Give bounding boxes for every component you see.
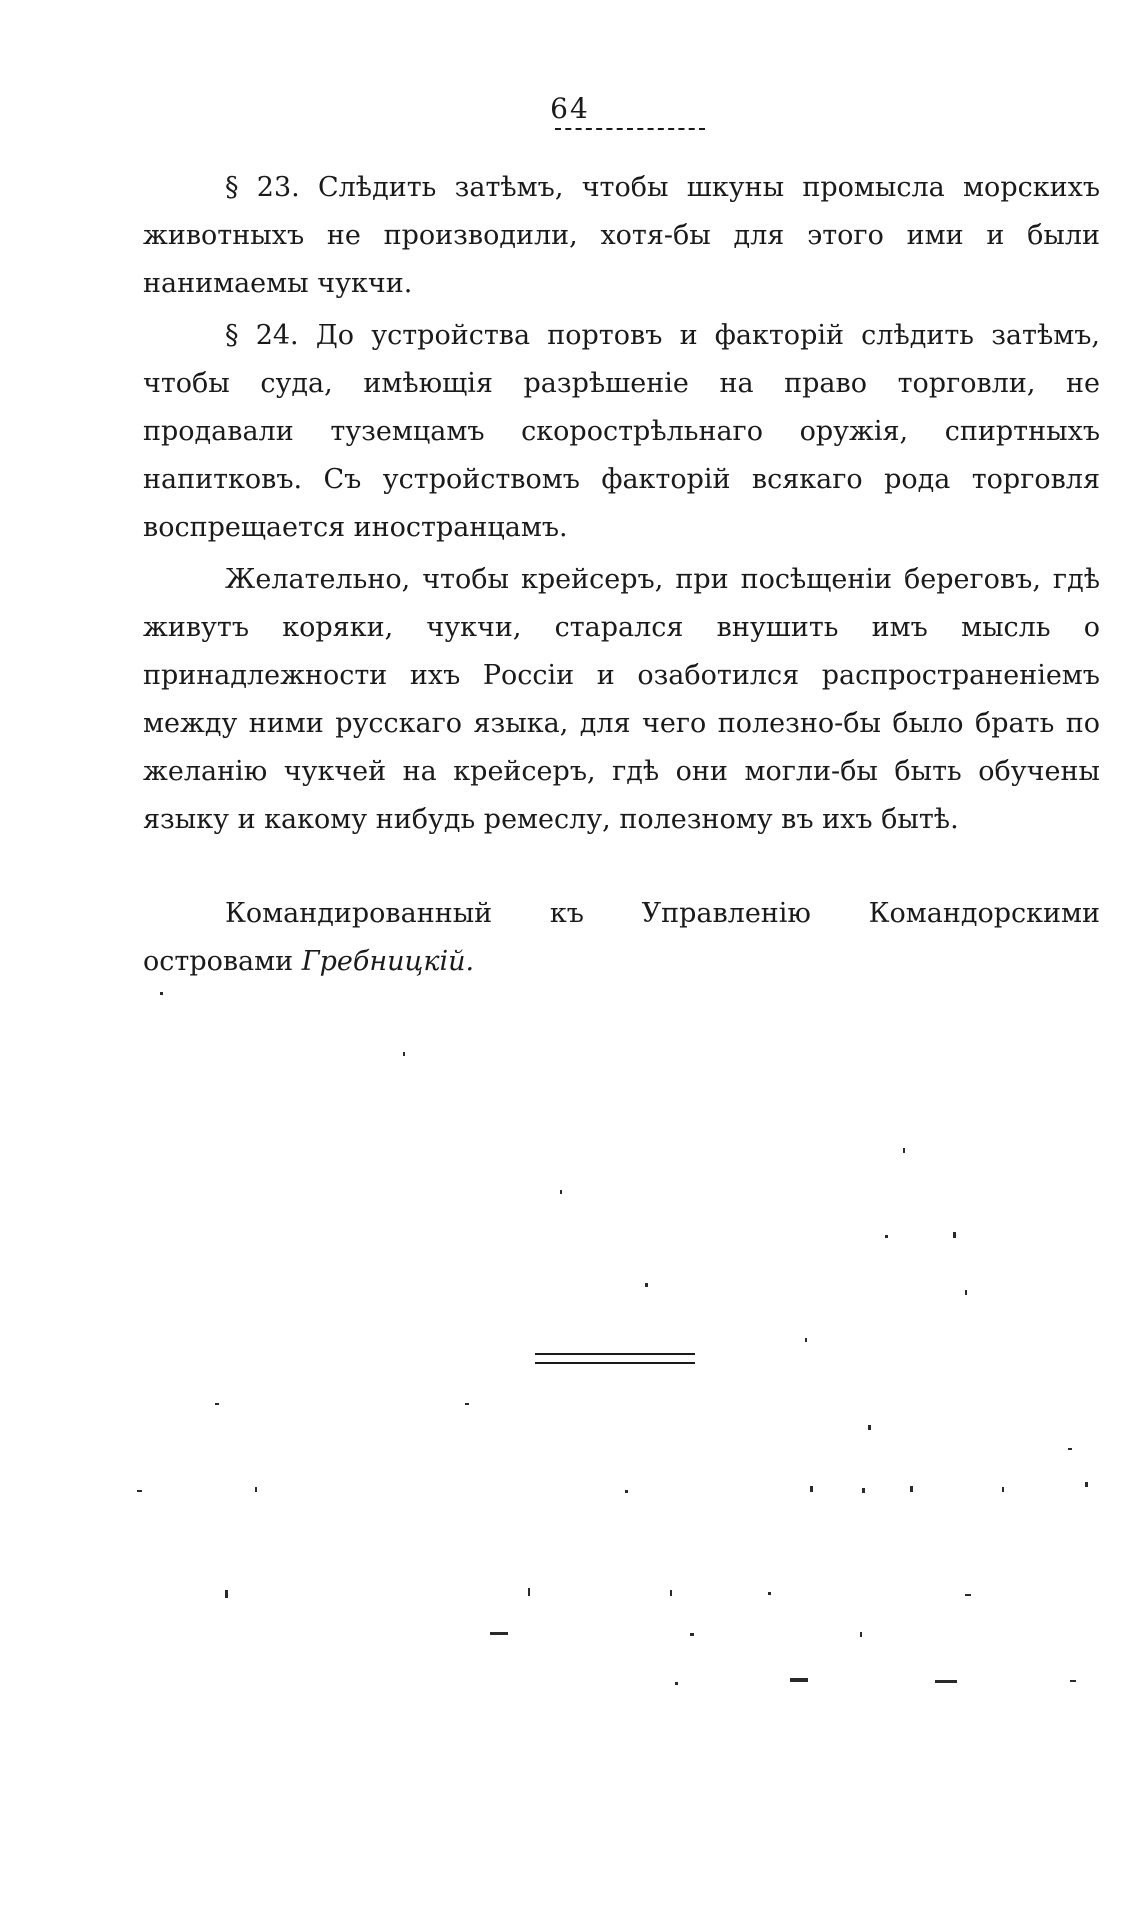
- scan-speck: [490, 1632, 508, 1635]
- scan-speck: [690, 1633, 694, 1636]
- signature-lead: Командированный къ Управленію Командорскими островами: [143, 898, 1100, 977]
- scan-speck: [860, 1632, 862, 1637]
- page-number-rule: [555, 128, 705, 130]
- scan-speck: [528, 1588, 530, 1596]
- scan-speck: [790, 1678, 808, 1682]
- scan-speck: [935, 1680, 957, 1683]
- signature-block: [143, 890, 1100, 986]
- paragraph-section-24: § 24. До устройства портовъ и факторій слѣдить затѣмъ, чтобы суда, имѣющія разрѣшеніе на право торговли, не продавали туземцамъ скорострѣльнаго оружія, спиртныхъ напитковъ. Съ устройствомъ факторій всякаго рода торговля воспрещается иностранцамъ.: [143, 320, 1100, 543]
- scan-speck: [768, 1592, 771, 1595]
- paragraph-section-23: § 23. Слѣдить затѣмъ, чтобы шкуны промысла морскихъ животныхъ не производили, хотя-бы для этого ими и были нанимаемы чукчи.: [143, 172, 1100, 299]
- scan-speck: [868, 1425, 871, 1430]
- signature-name: Гребницкій.: [301, 946, 475, 977]
- page-number: 64: [550, 92, 590, 125]
- body-text: [143, 164, 1100, 844]
- scan-speck: [645, 1283, 648, 1287]
- closing-double-rule: [535, 1353, 695, 1364]
- scan-speck: [465, 1403, 469, 1405]
- scan-speck: [965, 1290, 967, 1295]
- scan-speck: [965, 1594, 971, 1596]
- scan-speck: [1002, 1487, 1004, 1492]
- scan-speck: [225, 1590, 228, 1598]
- scan-speck: [910, 1486, 913, 1492]
- scan-speck: [953, 1232, 956, 1238]
- scan-speck: [862, 1488, 865, 1493]
- scan-speck: [137, 1490, 142, 1492]
- scan-speck: [885, 1235, 888, 1238]
- scan-speck: [805, 1338, 807, 1342]
- scan-speck: [403, 1052, 405, 1056]
- scan-speck: [160, 992, 163, 995]
- scan-speck: [560, 1190, 562, 1194]
- scan-speck: [903, 1148, 905, 1153]
- scan-speck: [670, 1590, 672, 1596]
- scan-speck: [625, 1490, 628, 1493]
- scan-speck: [810, 1486, 813, 1492]
- scan-speck: [1070, 1680, 1076, 1682]
- scan-speck: [215, 1403, 219, 1405]
- scan-speck: [1068, 1448, 1072, 1450]
- scan-speck: [255, 1487, 257, 1492]
- paragraph-recommendation: Желательно, чтобы крейсеръ, при посѣщеніи береговъ, гдѣ живутъ коряки, чукчи, старался внушить имъ мысль о принадлежности ихъ Россіи и озаботился распространеніемъ между ними русскаго языка, для чего полезно-бы было брать по желанію чукчей на крейсеръ, гдѣ они могли-бы быть обучены языку и какому нибудь ремеслу, полезному въ ихъ бытѣ.: [143, 564, 1100, 835]
- scan-speck: [675, 1682, 678, 1685]
- scan-speck: [1085, 1482, 1088, 1487]
